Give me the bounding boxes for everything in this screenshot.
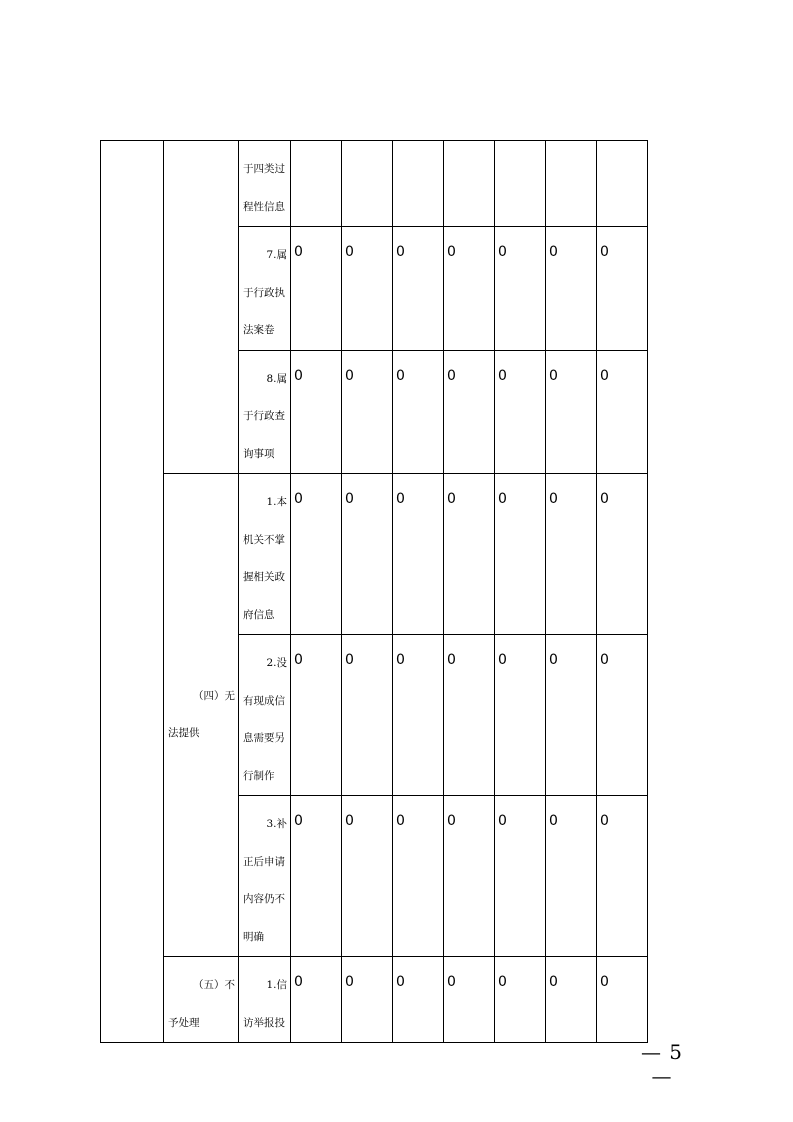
- subcategory-text: 有现成信: [243, 694, 285, 707]
- subcategory-text: 于行政查: [243, 410, 285, 422]
- value-cell: 0: [597, 227, 648, 351]
- subcategory-cell: [239, 796, 291, 957]
- subcategory-cell: [239, 227, 291, 351]
- value-cell: 0: [597, 635, 648, 796]
- subcategory-cell: [239, 141, 291, 227]
- table-row: [101, 141, 648, 227]
- value-cell: 0: [546, 957, 597, 1043]
- value-cell: 0: [444, 957, 495, 1043]
- value-cell: 0: [597, 957, 648, 1043]
- blank-category-cell: [101, 141, 164, 1043]
- value-cell: [495, 141, 546, 227]
- subcategory-text: 息需要另: [243, 732, 285, 744]
- value-cell: [444, 141, 495, 227]
- value-cell: [597, 141, 648, 227]
- subcategory-text: 府信息: [243, 608, 275, 621]
- value-cell: 0: [495, 350, 546, 474]
- value-cell: 0: [291, 227, 342, 351]
- value-cell: [546, 141, 597, 227]
- category-cannot-provide: [164, 474, 239, 957]
- value-cell: 0: [342, 474, 393, 635]
- category-text: 予处理: [168, 1016, 200, 1029]
- value-cell: 0: [291, 474, 342, 635]
- value-cell: 0: [597, 350, 648, 474]
- value-cell: 0: [393, 227, 444, 351]
- value-cell: 0: [393, 796, 444, 957]
- value-cell: [393, 141, 444, 227]
- disclosure-statistics-table: [100, 140, 648, 1043]
- subcategory-text: 机关不掌: [243, 533, 285, 546]
- value-cell: [291, 141, 342, 227]
- subcategory-text: 7.属: [266, 249, 287, 261]
- subcategory-cell: [239, 957, 291, 1043]
- subcategory-text: 于行政执: [243, 286, 285, 299]
- table-row: [101, 957, 648, 1043]
- subcategory-cell: [239, 350, 291, 474]
- value-cell: 0: [495, 635, 546, 796]
- value-cell: 0: [393, 350, 444, 474]
- value-cell: 0: [291, 350, 342, 474]
- value-cell: 0: [342, 227, 393, 351]
- value-cell: 0: [342, 796, 393, 957]
- subcategory-text: 程性信息: [243, 200, 285, 213]
- value-cell: 0: [546, 474, 597, 635]
- subcategory-text: 正后申请: [243, 855, 285, 868]
- category-not-handled: [164, 957, 239, 1043]
- subcategory-cell: [239, 474, 291, 635]
- subcategory-text: 访举报投: [243, 1016, 285, 1029]
- value-cell: 0: [291, 635, 342, 796]
- value-cell: 0: [495, 227, 546, 351]
- value-cell: 0: [342, 635, 393, 796]
- subcategory-text: 握相关政: [243, 571, 285, 583]
- value-cell: 0: [444, 474, 495, 635]
- value-cell: 0: [495, 474, 546, 635]
- subcategory-cell: [239, 635, 291, 796]
- subcategory-text: 行制作: [243, 769, 275, 782]
- value-cell: 0: [597, 474, 648, 635]
- value-cell: 0: [444, 635, 495, 796]
- subcategory-text: 1.信: [266, 979, 287, 991]
- subcategory-text: 内容仍不: [243, 893, 285, 905]
- subcategory-text: 1.本: [266, 496, 287, 508]
- value-cell: 0: [546, 227, 597, 351]
- value-cell: 0: [495, 957, 546, 1043]
- value-cell: 0: [546, 350, 597, 474]
- value-cell: 0: [342, 957, 393, 1043]
- subcategory-text: 询事项: [243, 447, 275, 460]
- category-text: 法提供: [168, 727, 200, 739]
- value-cell: 0: [444, 796, 495, 957]
- value-cell: 0: [342, 350, 393, 474]
- subcategory-text: 明确: [243, 930, 264, 943]
- value-cell: 0: [393, 957, 444, 1043]
- value-cell: 0: [597, 796, 648, 957]
- continued-category-cell: [164, 141, 239, 474]
- subcategory-text: 2.没: [266, 657, 287, 669]
- subcategory-text: 于四类过: [243, 163, 285, 175]
- subcategory-text: 3.补: [266, 818, 287, 830]
- value-cell: [342, 141, 393, 227]
- table-row: [101, 474, 648, 635]
- category-text: （四）无: [193, 689, 235, 702]
- value-cell: 0: [393, 635, 444, 796]
- value-cell: 0: [495, 796, 546, 957]
- category-text: （五）不: [193, 979, 235, 991]
- value-cell: 0: [546, 796, 597, 957]
- page-number: — 5 —: [640, 1040, 684, 1088]
- subcategory-text: 法案卷: [243, 324, 275, 336]
- subcategory-text: 8.属: [266, 372, 287, 385]
- value-cell: 0: [444, 350, 495, 474]
- value-cell: 0: [291, 796, 342, 957]
- value-cell: 0: [546, 635, 597, 796]
- value-cell: 0: [444, 227, 495, 351]
- value-cell: 0: [291, 957, 342, 1043]
- value-cell: 0: [393, 474, 444, 635]
